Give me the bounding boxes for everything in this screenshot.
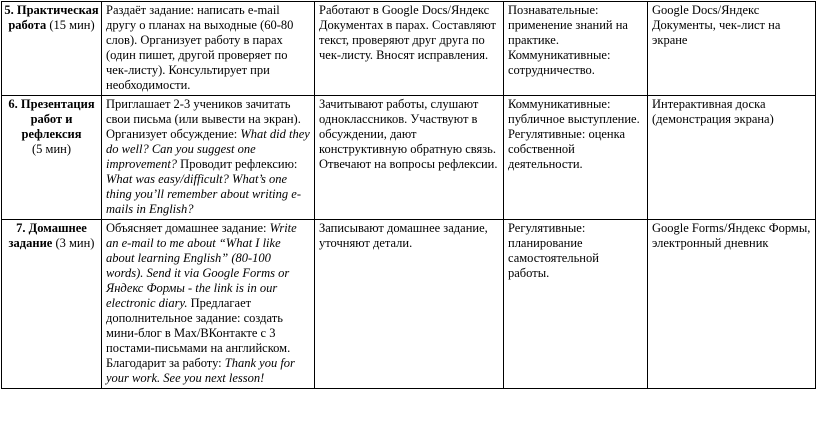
teacher-text-english: What was easy/difficult? What’s one thing you’ll remember about writing e-mails in English? bbox=[106, 172, 301, 216]
table-row bbox=[2, 2, 816, 96]
student-activity-cell: Зачитывают работы, слушают одноклассников. Участвуют в обсуждении, дают конструктивную обратную связь. Отвечают на вопросы рефлексии. bbox=[315, 96, 504, 220]
stage-cell bbox=[2, 220, 102, 389]
student-activity-cell: Работают в Google Docs/Яндекс Документах в парах. Составляют текст, проверяют друг друга по чек-листу. Вносят исправления. bbox=[315, 2, 504, 96]
stage-duration: (3 мин) bbox=[55, 236, 95, 250]
stage-title: 7. Домашнее задание bbox=[8, 221, 87, 250]
teacher-activity-cell bbox=[102, 2, 315, 96]
teacher-text-english: Write an e-mail to me about “What I like about learning English” (80-100 words). Send it via Google Forms or Яндекс Формы - the link is in our electronic diary. bbox=[106, 221, 297, 310]
teacher-text: Проводит рефлексию: bbox=[177, 157, 298, 171]
stage-duration: (5 мин) bbox=[32, 142, 71, 156]
table-row bbox=[2, 96, 816, 220]
outcomes-cell: Познавательные: применение знаний на практике. Коммуникативные: сотрудничество. bbox=[504, 2, 648, 96]
teacher-text: Объясняет домашнее задание: bbox=[106, 221, 270, 235]
stage-cell bbox=[2, 96, 102, 220]
teacher-text: Приглашает 2-3 учеников зачитать свои письма (или вывести на экран). Организует обсуждение: bbox=[106, 97, 301, 141]
student-activity-cell: Записывают домашнее задание, уточняют детали. bbox=[315, 220, 504, 389]
teacher-text: Предлагает дополнительное задание: создать мини-блог в Max/ВКонтакте с 3 постами-письмами на английском. Благодарит за работу: bbox=[106, 296, 291, 370]
teacher-text: Раздаёт задание: написать e-mail другу о планах на выходные (60-80 слов). Организует работу в парах (один пишет, другой проверяет по чек-листу). Консультирует при необходимости. bbox=[106, 3, 294, 92]
teacher-activity-cell bbox=[102, 96, 315, 220]
tools-cell: Google Docs/Яндекс Документы, чек-лист на экране bbox=[648, 2, 816, 96]
stage-cell bbox=[2, 2, 102, 96]
stage-title: 6. Презентация работ и рефлексия bbox=[8, 97, 95, 141]
stage-title: 5. Практическая работа bbox=[4, 3, 99, 32]
outcomes-cell: Коммуникативные: публичное выступление. Регулятивные: оценка собственной деятельности. bbox=[504, 96, 648, 220]
stage-duration: (15 мин) bbox=[49, 18, 95, 32]
lesson-plan-table bbox=[1, 1, 816, 389]
teacher-text-english: What did they do well? Can you suggest one improvement? bbox=[106, 127, 310, 171]
tools-cell: Интерактивная доска (демонстрация экрана) bbox=[648, 96, 816, 220]
teacher-activity-cell bbox=[102, 220, 315, 389]
table-row bbox=[2, 220, 816, 389]
teacher-text-english: Thank you for your work. See you next lesson! bbox=[106, 356, 295, 385]
outcomes-cell: Регулятивные: планирование самостоятельной работы. bbox=[504, 220, 648, 389]
tools-cell: Google Forms/Яндекс Формы, электронный дневник bbox=[648, 220, 816, 389]
